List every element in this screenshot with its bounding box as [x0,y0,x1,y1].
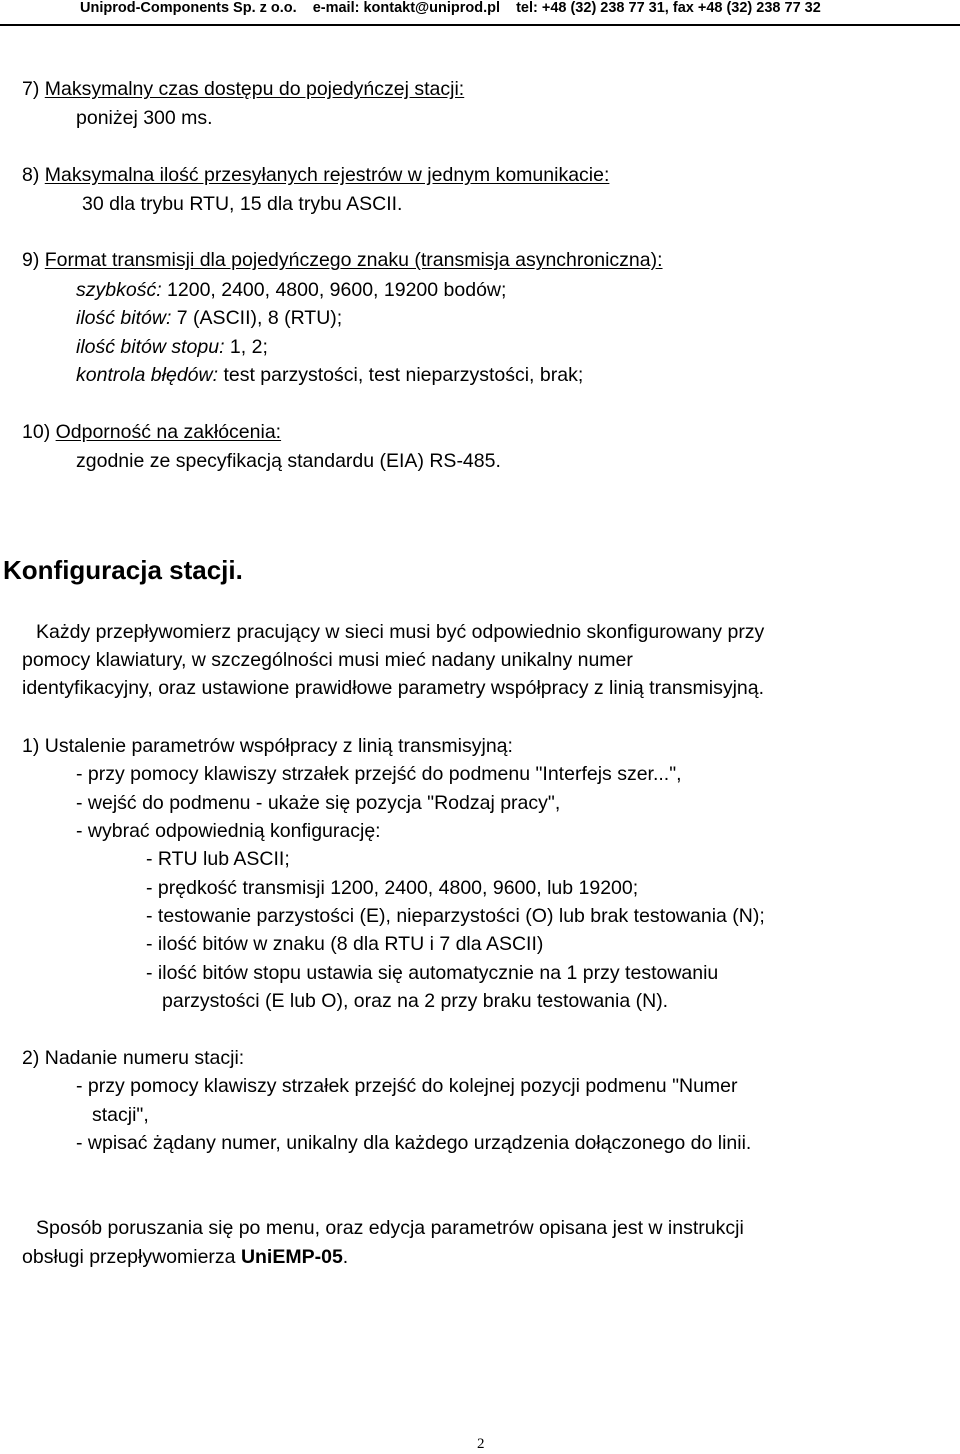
spec-item-9-title [22,248,663,272]
step-2-line: - przy pomocy klawiszy strzałek przejść do kolejnej pozycji podmenu "Numer [76,1075,738,1097]
company-email: e-mail: kontakt@uniprod.pl [312,0,501,16]
step-1-line: - wybrać odpowiednią konfigurację: [76,820,381,842]
step-1-sub-item: - testowanie parzystości (E), nieparzystości (O) lub brak testowania (N); [146,905,765,927]
spec-row-error-check [76,363,583,387]
step-1-sub-item: - RTU lub ASCII; [146,848,290,870]
step-1-line: - wejść do podmenu - ukaże się pozycja "Rodzaj pracy", [76,792,561,814]
spec-row-value: 1, 2; [229,336,268,358]
spec-title: Maksymalna ilość przesyłanych rejestrów w jednym komunikacie: [44,164,610,186]
spec-row-label: kontrola błędów: [76,364,219,386]
step-2-line: stacji", [92,1104,149,1126]
spec-item-10-title [22,420,281,444]
closing-line: Sposób poruszania się po menu, oraz edycja parametrów opisana jest w instrukcji [36,1217,744,1239]
intro-line: identyfikacyjny, oraz ustawione prawidłowe parametry współpracy z linią transmisyjną. [22,677,765,699]
page-number: 2 [477,1436,485,1452]
spec-row-speed [76,278,506,302]
step-2-line: - wpisać żądany numer, unikalny dla każdego urządzenia dołączonego do linii. [76,1132,752,1154]
step-1-line: - przy pomocy klawiszy strzałek przejść do podmenu "Interfejs szer...", [76,763,682,785]
step-1-sub-item: - ilość bitów stopu ustawia się automatycznie na 1 przy testowaniu [146,962,719,984]
spec-row-label: ilość bitów stopu: [76,336,225,358]
spec-item-10-value: zgodnie ze specyfikacją standardu (EIA) RS-485. [76,450,501,472]
section-heading: Konfiguracja stacji. [3,555,243,585]
spec-row-label: ilość bitów: [76,307,172,329]
closing-text: obsługi przepływomierza [22,1246,241,1268]
product-name: UniEMP-05 [240,1246,343,1268]
spec-row-bits [76,306,342,330]
spec-number: 7) [22,78,40,100]
spec-item-8-title [22,163,609,187]
spec-row-value: 1200, 2400, 4800, 9600, 19200 bodów; [167,279,507,301]
spec-item-7-value: poniżej 300 ms. [76,107,213,129]
company-name: Uniprod-Components Sp. z o.o. [80,0,297,16]
step-1-sub-item: parzystości (E lub O), oraz na 2 przy braku testowania (N). [162,990,669,1012]
closing-period: . [342,1246,349,1268]
step-1-sub-item: - ilość bitów w znaku (8 dla RTU i 7 dla ASCII) [146,933,544,955]
spec-number: 10) [22,421,51,443]
spec-title: Maksymalny czas dostępu do pojedyńczej stacji: [44,78,465,100]
intro-line: pomocy klawiatury, w szczególności musi mieć nadany unikalny numer [22,649,633,671]
spec-title: Odporność na zakłócenia: [55,421,282,443]
spec-row-label: szybkość: [76,279,162,301]
spec-item-8-value: 30 dla trybu RTU, 15 dla trybu ASCII. [82,193,403,215]
step-1-sub-item: - prędkość transmisji 1200, 2400, 4800, 9600, lub 19200; [146,877,639,899]
step-2-title: 2) Nadanie numeru stacji: [22,1047,245,1069]
spec-title: Format transmisji dla pojedyńczego znaku (transmisja asynchroniczna): [44,249,663,271]
spec-number: 9) [22,249,40,271]
closing-line-2 [22,1245,348,1269]
page-header [80,0,833,20]
spec-number: 8) [22,164,40,186]
spec-row-value: test parzystości, test nieparzystości, brak; [223,364,584,386]
spec-item-7-title [22,77,464,101]
spec-row-value: 7 (ASCII), 8 (RTU); [176,307,343,329]
spec-row-stop-bits [76,335,268,359]
header-divider [0,24,960,26]
company-phone: tel: +48 (32) 238 77 31, fax +48 (32) 238 77 32 [516,0,821,16]
step-1-title: 1) Ustalenie parametrów współpracy z linią transmisyjną: [22,735,513,757]
intro-line: Każdy przepływomierz pracujący w sieci musi być odpowiednio skonfigurowany przy [36,621,765,643]
